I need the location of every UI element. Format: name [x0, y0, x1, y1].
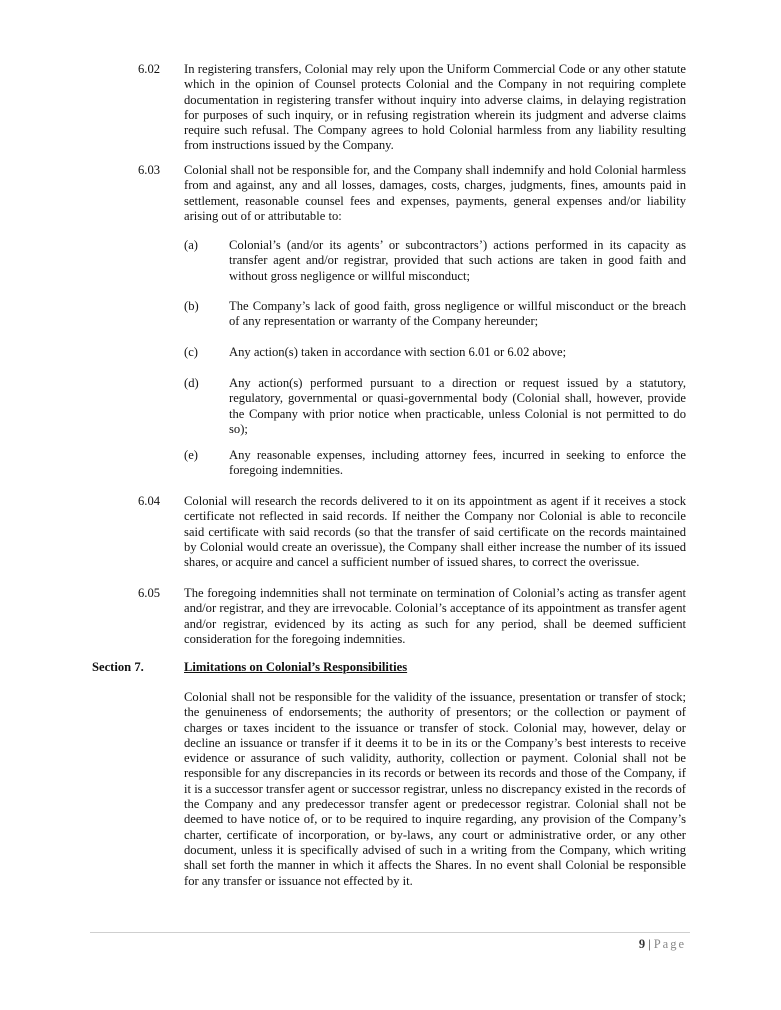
section-title: Limitations on Colonial’s Responsibilities — [184, 660, 408, 674]
clause-text: The foregoing indemnities shall not terminate on termination of Colonial’s acting as transfer agent and/or registrar, and they are irrevocable. Colonial’s acceptance of its appointment as transfer agent and/or registrar, evidenced by its acting as such for any period, shall be deemed sufficient consideration for the foregoing indemnities. — [184, 586, 686, 646]
clause-number: 6.05 — [138, 586, 161, 600]
footer-divider — [90, 932, 690, 933]
subitem-label: (d) — [184, 376, 199, 390]
clause-text: Colonial shall not be responsible for, and the Company shall indemnify and hold Colonial harmless from and against, any and all losses, damages, costs, charges, judgments, fines, amounts paid in settlement, reasonable counsel fees and expenses, payments, general expenses and/or liability arising out of or attributable to: — [184, 163, 686, 223]
subitem-text: The Company’s lack of good faith, gross negligence or willful misconduct or the breach of any representation or warranty of the Company hereunder; — [229, 299, 686, 329]
footer-separator: | — [648, 937, 651, 951]
clause-number: 6.04 — [138, 494, 161, 508]
section-body: Colonial shall not be responsible for the validity of the issuance, presentation or transfer of stock; the genuineness of endorsements; the authority of presentors; or the collection or payment of charges or taxes incident to the issuance or transfer of stock. Colonial may, however, delay or decline an issuance or transfer if it deems it to be in its or the Company’s best interests to receive evidence or assurance of such validity, authority, collection or payment. Colonial shall not be responsible for any discrepancies in its records or between its records and those of the Company, if it is a successor transfer agent or successor registrar, unless no discrepancy existed in the records of the Company and any predecessor transfer agent or predecessor registrar. Colonial shall not be deemed to have notice of, or to be required to inquire regarding, any provision of the Company’s charter, certificate of incorporation, or by-laws, any court or administrative order, or any other document, unless it is specifically advised of such in a writing from the Company, which writing shall set forth the manner in which it affects the Shares. In no event shall Colonial be responsible for any transfer or issuance not effected by it. — [184, 690, 686, 888]
page-number: 9 — [638, 937, 646, 951]
page-word: Page — [653, 937, 686, 951]
clause-number: 6.03 — [138, 163, 161, 177]
clause-text: Colonial will research the records delivered to it on its appointment as agent if it receives a stock certificate not reflected in said records. If neither the Company nor Colonial is able to reconcile said certificate with said records (so that the transfer of said certificate on the records maintained by Colonial would create an overissue), the Company shall either increase the number of its issued shares, or acquire and cancel a sufficient number of issued shares, to correct the overissue. — [184, 494, 686, 570]
subitem-text: Any action(s) taken in accordance with section 6.01 or 6.02 above; — [229, 345, 567, 359]
subitem-text: Colonial’s (and/or its agents’ or subcontractors’) actions performed in its capacity as transfer agent and/or registrar, provided that such actions are taken in good faith and without gross negligence or willful misconduct; — [229, 238, 686, 283]
clause-text: In registering transfers, Colonial may rely upon the Uniform Commercial Code or any other statute which in the opinion of Counsel protects Colonial and the Company in not requiring complete documentation in registering transfer without inquiry into adverse claims, in delaying registration for purposes of such inquiry, or in refusing registration wherein its judgment and adverse claims require such refusal. The Company agrees to hold Colonial harmless from any liability resulting from instructions issued by the Company. — [184, 62, 686, 153]
subitem-label: (a) — [184, 238, 198, 252]
clause-number: 6.02 — [138, 62, 161, 76]
subitem-text: Any reasonable expenses, including attorney fees, incurred in seeking to enforce the foregoing indemnities. — [229, 448, 686, 478]
subitem-label: (b) — [184, 299, 199, 313]
subitem-label: (e) — [184, 448, 198, 462]
subitem-label: (c) — [184, 345, 198, 359]
section-label: Section 7. — [92, 660, 144, 674]
page-footer — [639, 937, 686, 952]
subitem-text: Any action(s) performed pursuant to a direction or request issued by a statutory, regulatory, governmental or quasi-governmental body (Colonial shall, however, provide the Company with prior notice when practicable, unless Colonial is not permitted to do so); — [229, 376, 686, 436]
